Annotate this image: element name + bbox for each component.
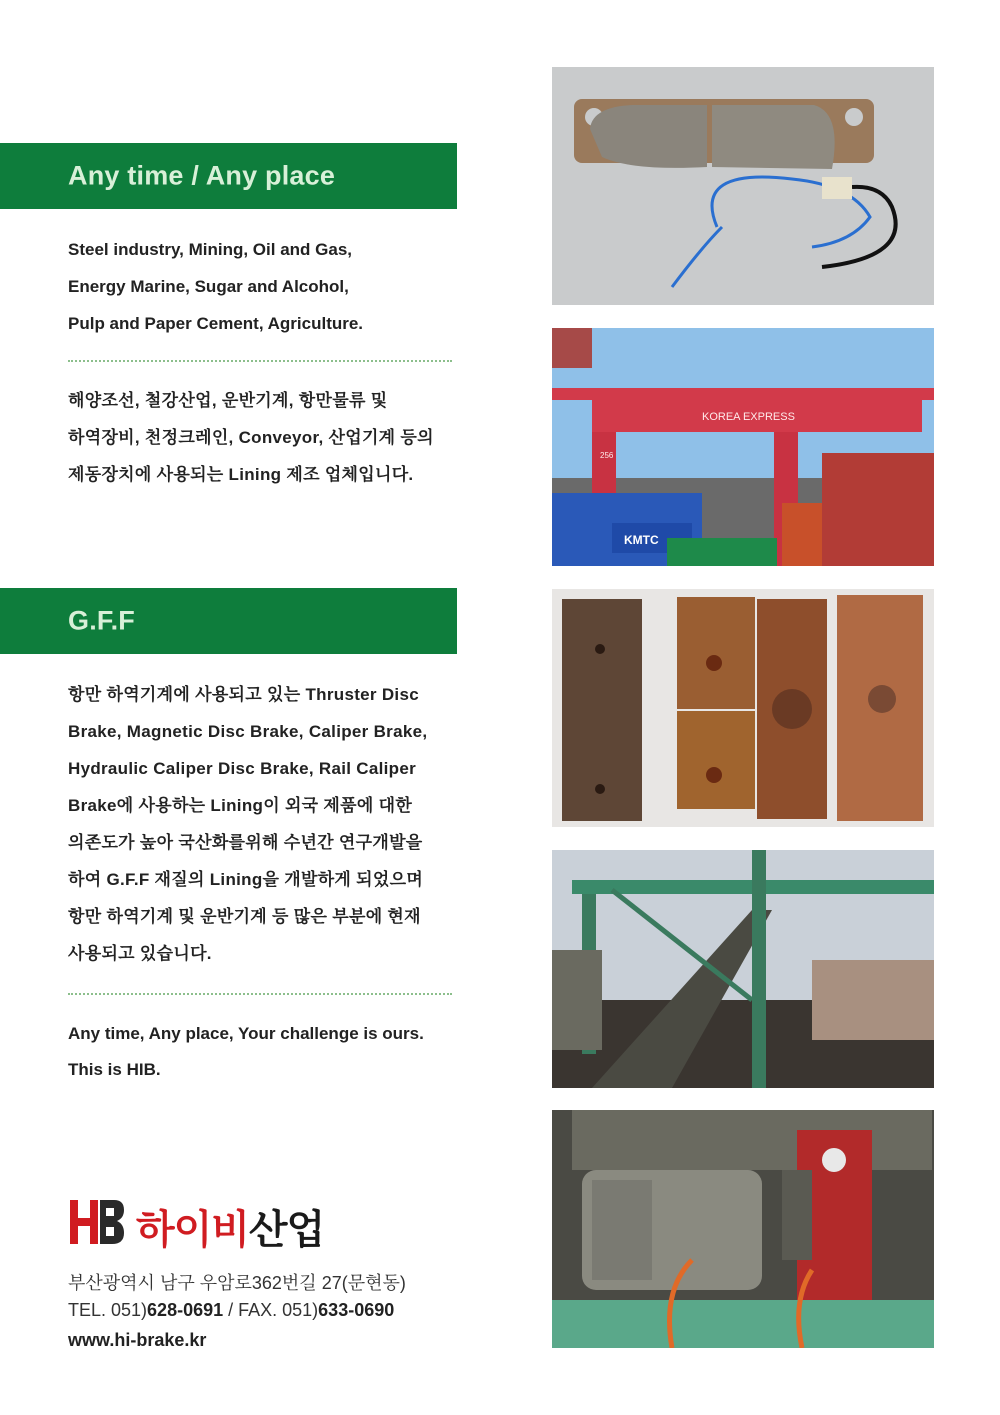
crane-sign-text: KOREA EXPRESS [702,411,795,423]
company-website: www.hi-brake.kr [68,1330,207,1350]
slogan-line: This is HIB. [68,1060,161,1079]
slogan-line: Any time, Any place, Your challenge is ours. [68,1024,424,1043]
photo-port-crane [552,328,934,566]
company-name-red: 하이비 [136,1208,249,1252]
tel-label: TEL. 051) [68,1300,148,1320]
paragraph-line: 의존도가 높아 국산화를위해 수년간 연구개발을 [68,833,423,852]
company-phone-fax [68,1300,394,1321]
company-address: 부산광역시 남구 우암로362번길 27(문현동) [68,1273,406,1293]
company-name [136,1198,324,1255]
paragraph-line: 하역장비, 천정크레인, Conveyor, 산업기계 등의 [68,428,434,447]
photo-brake-pad-sensor [552,67,934,305]
crane-number-text: 256 [600,451,614,460]
paragraph-line: 항만 하역기계에 사용되고 있는 Thruster Disc [68,685,419,704]
paragraph-line: Hydraulic Caliper Disc Brake, Rail Caliper [68,759,417,778]
paragraph-line: 사용되고 있습니다. [68,944,212,963]
fax-number: 633-0690 [318,1300,395,1320]
gff-paragraph [68,676,452,972]
industries-paragraph-en [68,231,452,342]
photo-shiploader [552,850,934,1088]
paragraph-line: 항만 하역기계 및 운반기계 등 많은 부분에 현재 [68,907,421,926]
section-title: G.F.F [68,605,135,636]
paragraph-line: Brake에 사용하는 Lining이 외국 제품에 대한 [68,796,413,815]
section-banner-anytime [0,143,457,209]
photo-motor-brake [552,1110,934,1348]
slogan-paragraph [68,1016,452,1088]
tel-number: 628-0691 [147,1300,224,1320]
hb-logo-mark-icon [70,1200,124,1244]
paragraph-line: Brake, Magnetic Disc Brake, Caliper Brake, [68,722,428,741]
paragraph-line: 제동장치에 사용되는 Lining 제조 업체입니다. [68,465,414,484]
paragraph-line: Steel industry, Mining, Oil and Gas, [68,240,353,259]
paragraph-line: 하여 G.F.F 재질의 Lining을 개발하게 되었으며 [68,870,424,889]
fax-label: / FAX. 051) [223,1300,319,1320]
dotted-divider [68,360,452,362]
industries-paragraph-kr [68,382,452,493]
company-logo [70,1200,370,1252]
photo-used-linings [552,589,934,827]
container-brand-text: KMTC [624,533,659,547]
section-title: Any time / Any place [68,160,336,191]
paragraph-line: Energy Marine, Sugar and Alcohol, [68,277,349,296]
dotted-divider [68,993,452,995]
paragraph-line: Pulp and Paper Cement, Agriculture. [68,314,364,333]
company-name-dark: 산업 [248,1208,325,1252]
paragraph-line: 해양조선, 철강산업, 운반기계, 항만물류 및 [68,391,388,410]
section-banner-gff [0,588,457,654]
